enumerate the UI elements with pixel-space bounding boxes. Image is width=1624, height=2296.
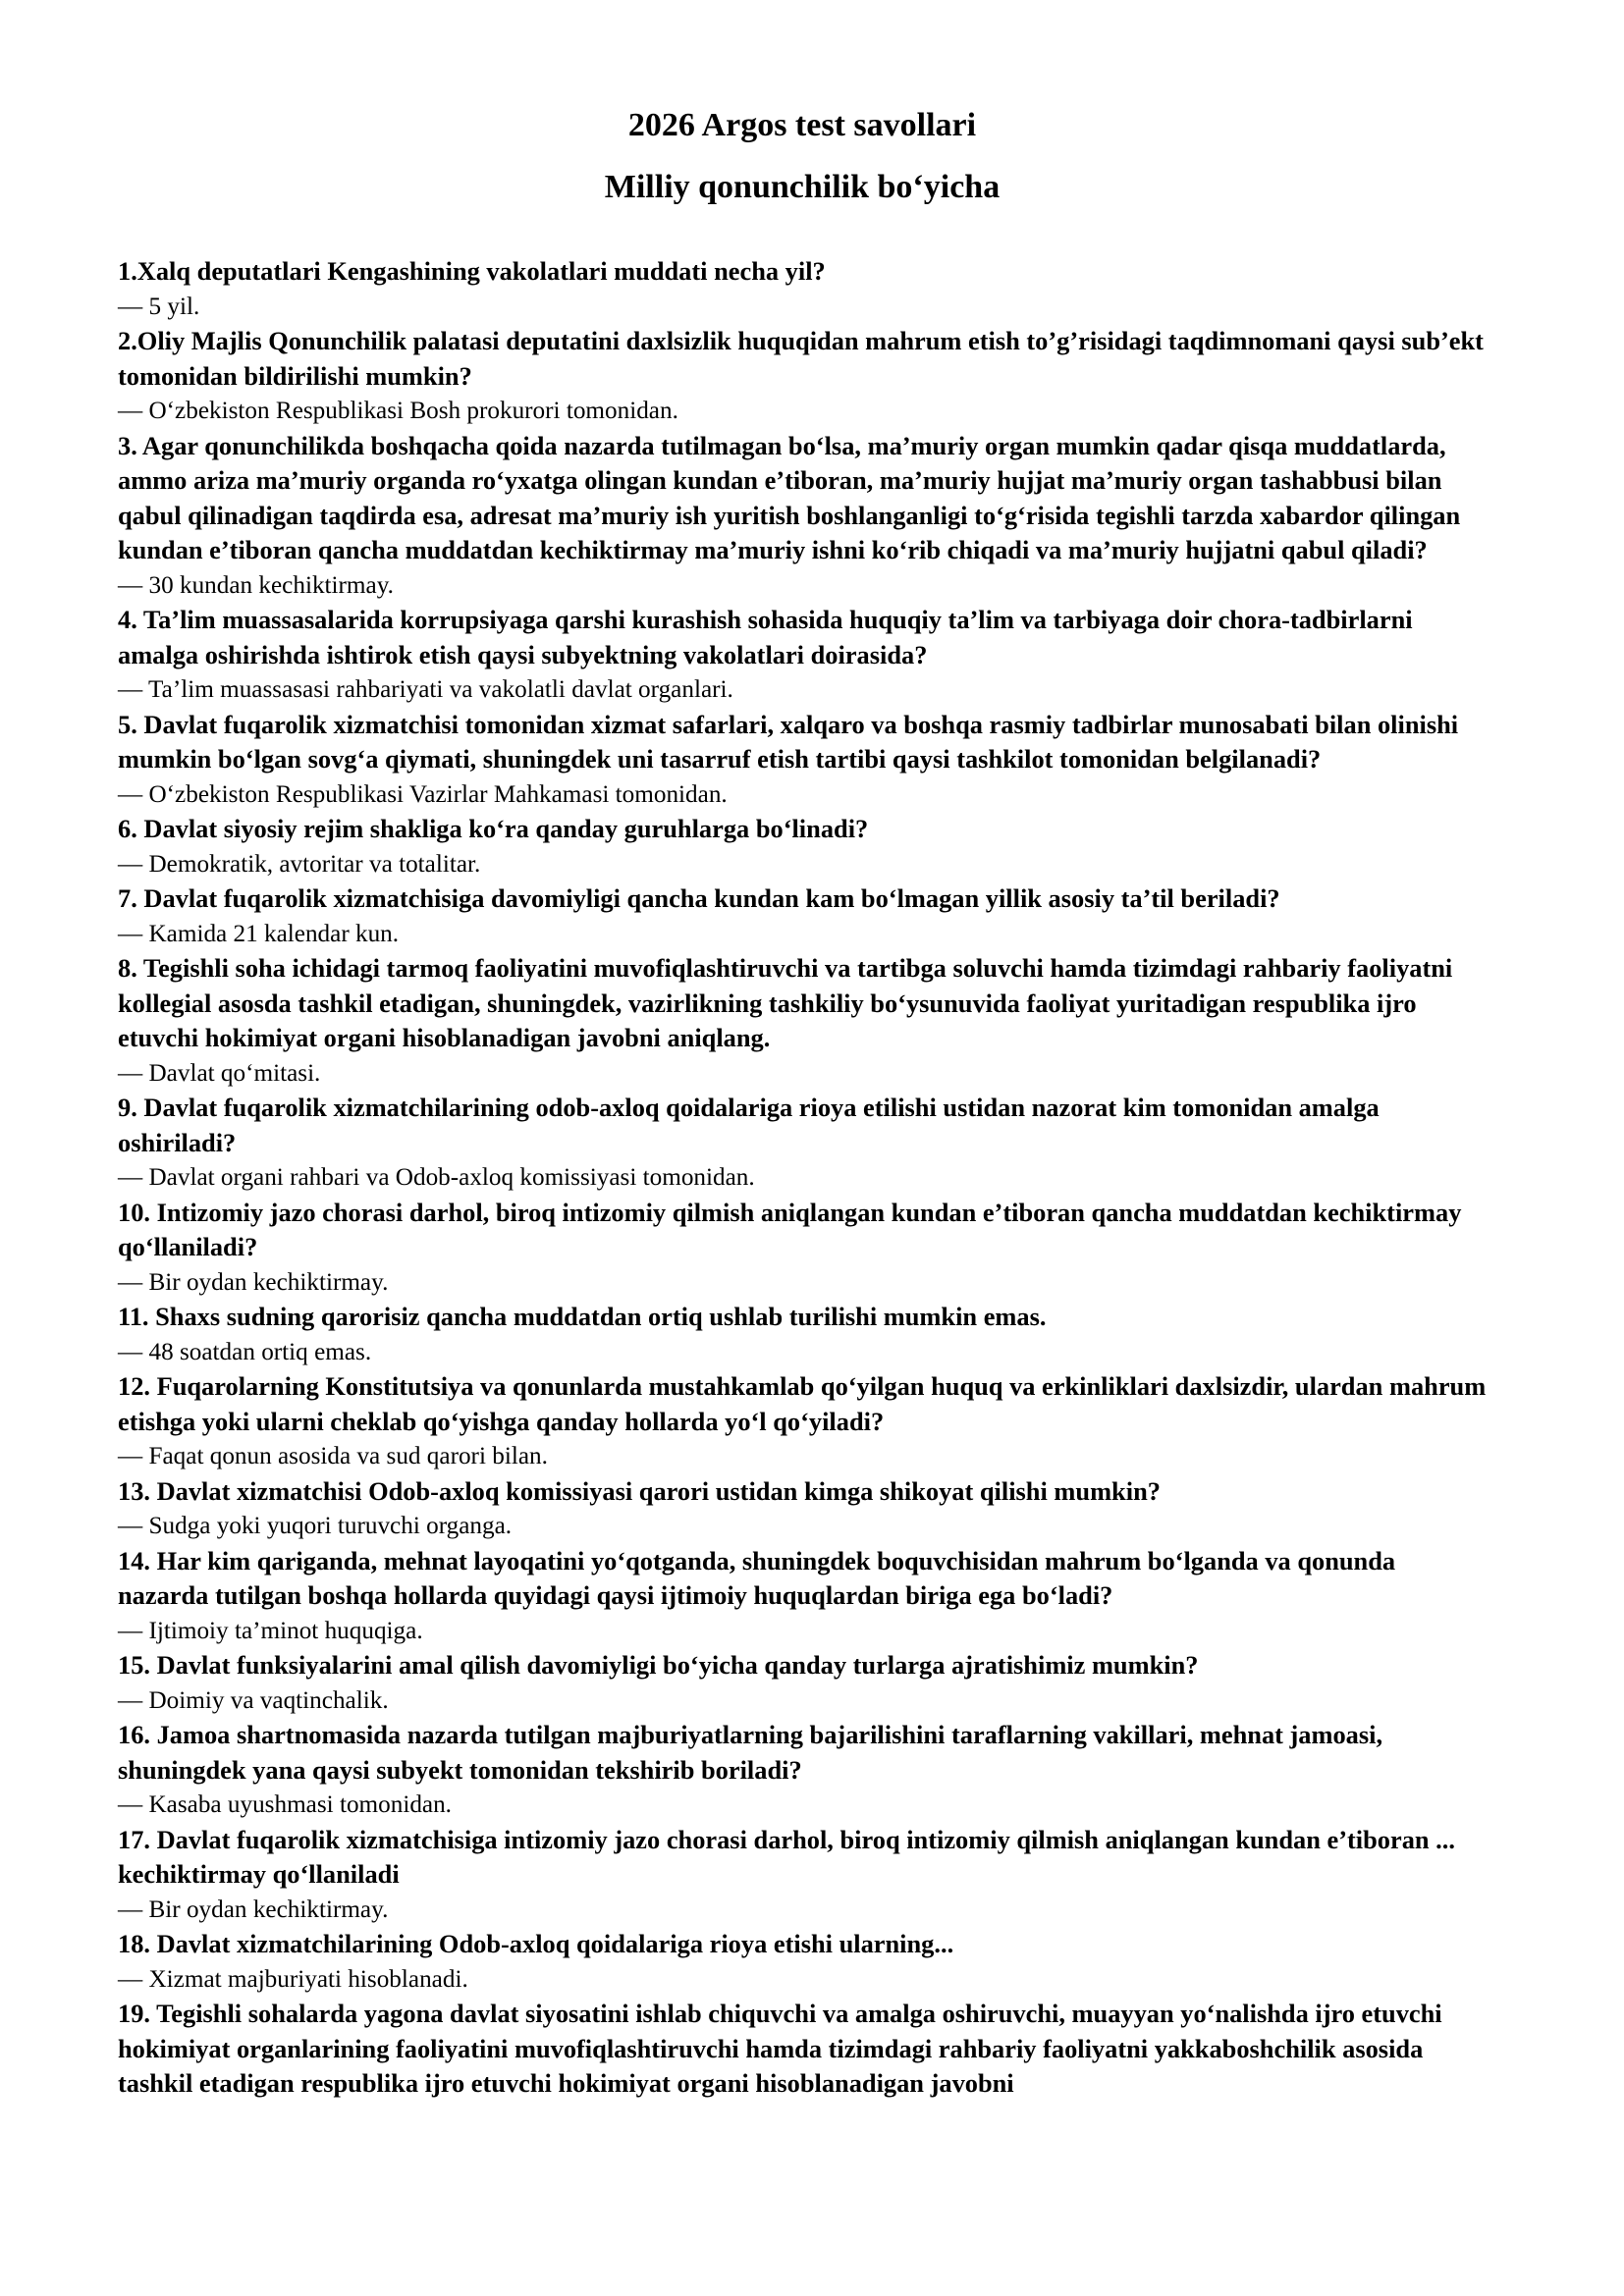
question-text: 19. Tegishli sohalarda yagona davlat siyosatini ishlab chiquvchi va amalga oshiruvchi, muayyan yo‘nalishda ijro etuvchi hokimiyat organlarining faoliyatini muvofiqlashtiruvchi hamda tizimdagi rahbariy faoliyatni yakkaboshchilik asosida tashkil etadigan respublika ijro etuvchi hokimiyat organi hisoblanadigan javobni [118, 1999, 1442, 2098]
question-item-17 [118, 1823, 1487, 1928]
question-text: 9. Davlat fuqarolik xizmatchilarining odob-axloq qoidalariga rioya etilishi ustidan nazorat kim tomonidan amalga oshiriladi? [118, 1093, 1380, 1157]
question-text: 13. Davlat xizmatchisi Odob-axloq komissiyasi qarori ustidan kimga shikoyat qilishi mumkin? [118, 1475, 1161, 1506]
question-item-11 [118, 1300, 1487, 1369]
answer-text: — 30 kundan kechiktirmay. [118, 571, 394, 599]
question-item-3 [118, 429, 1487, 604]
title-block [118, 106, 1487, 207]
document-title: 2026 Argos test savollari [627, 107, 977, 143]
answer-text: — Davlat qo‘mitasi. [118, 1059, 321, 1087]
question-item-9 [118, 1091, 1487, 1196]
question-item-5 [118, 708, 1487, 813]
question-text: 10. Intizomiy jazo chorasi darhol, biroq intizomiy qilmish aniqlangan kundan e’tiboran qancha muddatdan kechiktirmay qo‘llaniladi? [118, 1197, 1462, 1261]
document-subtitle: Milliy qonunchilik bo‘yicha [604, 169, 1001, 205]
question-item-4 [118, 603, 1487, 708]
question-text: 1.Xalq deputatlari Kengashining vakolatlari muddati necha yil? [118, 256, 826, 286]
question-item-12 [118, 1369, 1487, 1474]
question-text: 5. Davlat fuqarolik xizmatchisi tomonidan xizmat safarlari, xalqaro va boshqa rasmiy tadbirlar munosabati bilan olinishi mumkin bo‘lgan sovg‘a qiymati, shuningdek uni tasarruf etish tartibi qaysi tashkilot tomonidan belgilanadi? [118, 709, 1459, 774]
question-item-10 [118, 1196, 1487, 1301]
answer-text: — Doimiy va vaqtinchalik. [118, 1686, 389, 1714]
question-text: 18. Davlat xizmatchilarining Odob-axloq qoidalariga rioya etishi ularning... [118, 1929, 954, 1958]
answer-text: — Faqat qonun asosida va sud qarori bilan. [118, 1443, 548, 1469]
question-text: 15. Davlat funksiyalarini amal qilish davomiyligi bo‘yicha qanday turlarga ajratishimiz mumkin? [118, 1650, 1199, 1680]
question-text: 16. Jamoa shartnomasida nazarda tutilgan majburiyatlarning bajarilishini taraflarning vakillari, mehnat jamoasi, shuningdek yana qaysi subyekt tomonidan tekshirib boriladi? [118, 1720, 1383, 1785]
question-item-15 [118, 1648, 1487, 1718]
question-text: 12. Fuqarolarning Konstitutsiya va qonunlarda mustahkamlab qo‘yilgan huquq va erkinliklari daxlsizdir, ulardan mahrum etishga yoki ularni cheklab qo‘yishga qanday hollarda yo‘l qo‘yiladi? [118, 1371, 1487, 1436]
question-text: 7. Davlat fuqarolik xizmatchisiga davomiyligi qancha kundan kam bo‘lmagan yillik asosiy ta’til beriladi? [118, 883, 1280, 913]
answer-text: — O‘zbekiston Respublikasi Vazirlar Mahkamasi tomonidan. [118, 780, 728, 808]
answer-text: — 48 soatdan ortiq emas. [118, 1338, 372, 1365]
answer-text: — Bir oydan kechiktirmay. [118, 1268, 389, 1296]
question-list [118, 254, 1487, 2102]
question-item-14 [118, 1544, 1487, 1649]
question-item-6 [118, 812, 1487, 881]
answer-text: — Kasaba uyushmasi tomonidan. [118, 1791, 452, 1818]
answer-text: — Bir oydan kechiktirmay. [118, 1896, 389, 1923]
answer-text: — Sudga yoki yuqori turuvchi organga. [118, 1513, 513, 1539]
question-item-8 [118, 951, 1487, 1091]
question-text: 6. Davlat siyosiy rejim shakliga ko‘ra qanday guruhlarga bo‘linadi? [118, 814, 869, 843]
question-item-7 [118, 881, 1487, 951]
answer-text: — Davlat organi rahbari va Odob-axloq komissiyasi tomonidan. [118, 1164, 755, 1191]
answer-text: — O‘zbekiston Respublikasi Bosh prokurori tomonidan. [118, 398, 678, 424]
question-text: 11. Shaxs sudning qarorisiz qancha muddatdan ortiq ushlab turilishi mumkin emas. [118, 1302, 1047, 1331]
answer-text: — 5 yil. [118, 293, 200, 320]
question-text: 3. Agar qonunchilikda boshqacha qoida nazarda tutilmagan bo‘lsa, ma’muriy organ mumkin qadar qisqa muddatlarda, ammo ariza ma’muriy organda ro‘yxatga olingan kundan e’tiboran, ma’muriy hujjat ma’muriy organ tashabbusi bilan qabul qilinadigan taqdirda esa, adresat ma’muriy ish yuritish boshlanganligi to‘g‘risida tegishli tarzda xabardor qilingan kundan e’tiboran qancha muddatdan kechiktirmay ma’muriy ishni ko‘rib chiqadi va ma’muriy hujjatni qabul qiladi? [118, 430, 1461, 564]
question-text: 14. Har kim qariganda, mehnat layoqatini yo‘qotganda, shuningdek boquvchisidan mahrum bo‘lganda va qonunda nazarda tutilgan boshqa hollarda quyidagi qaysi ijtimoiy huquqlardan biriga ega bo‘ladi? [118, 1545, 1396, 1610]
question-item-16 [118, 1718, 1487, 1823]
question-text: 8. Tegishli soha ichidagi tarmoq faoliyatini muvofiqlashtiruvchi va tartibga soluvchi hamda tizimdagi rahbariy faoliyatni kollegial asosda tashkil etadigan, shuningdek, vazirlikning tashkiliy bo‘ysunuvida faoliyat yuritadigan respublika ijro etuvchi hokimiyat organi hisoblanadigan javobni aniqlang. [118, 953, 1453, 1052]
question-item-19 [118, 1997, 1487, 2102]
answer-text: — Kamida 21 kalendar kun. [118, 920, 400, 947]
answer-text: — Ta’lim muassasasi rahbariyati va vakolatli davlat organlari. [118, 676, 733, 703]
question-text: 2.Oliy Majlis Qonunchilik palatasi deputatini daxlsizlik huquqidan mahrum etish to’g’risidagi taqdimnomani qaysi sub’ekt tomonidan bildirilishi mumkin? [118, 326, 1484, 391]
question-item-18 [118, 1927, 1487, 1997]
question-item-2 [118, 324, 1487, 429]
question-item-13 [118, 1474, 1487, 1544]
answer-text: — Demokratik, avtoritar va totalitar. [118, 850, 481, 878]
answer-text: — Ijtimoiy ta’minot huquqiga. [118, 1617, 423, 1644]
question-text: 4. Ta’lim muassasalarida korrupsiyaga qarshi kurashish sohasida huquqiy ta’lim va tarbiyaga doir chora-tadbirlarni amalga oshirishda ishtirok etish qaysi subyektning vakolatlari doirasida? [118, 605, 1413, 669]
question-text: 17. Davlat fuqarolik xizmatchisiga intizomiy jazo chorasi darhol, biroq intizomiy qilmish aniqlangan kundan e’tiboran ... kechiktirmay qo‘llaniladi [118, 1824, 1455, 1889]
answer-text: — Xizmat majburiyati hisoblanadi. [118, 1965, 468, 1993]
question-item-1 [118, 254, 1487, 324]
